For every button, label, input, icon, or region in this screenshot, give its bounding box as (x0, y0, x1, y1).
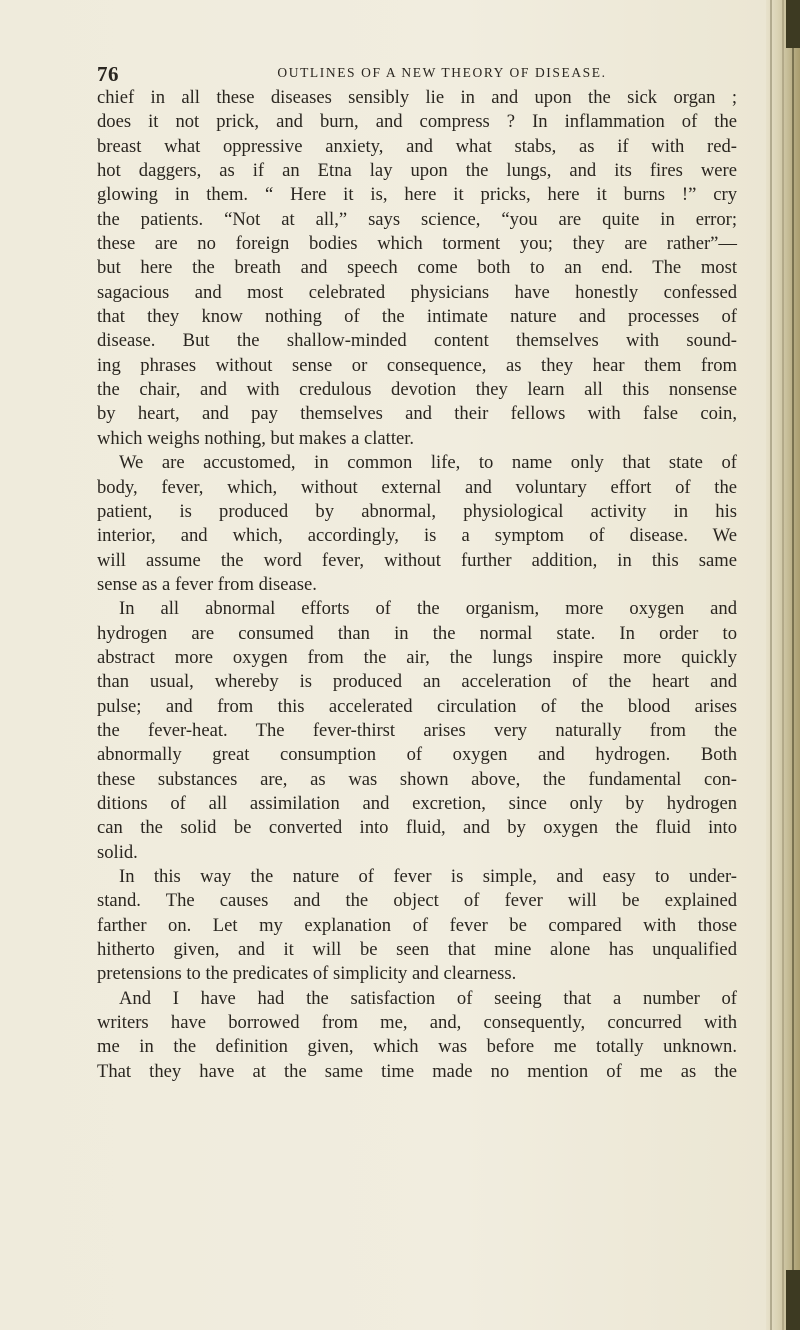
text-line: ditions of all assimilation and excretion, since only by hydrogen (97, 792, 737, 814)
text-line: In all abnormal efforts of the organism, more oxygen and (119, 598, 737, 620)
text-line: abnormally great consumption of oxygen and hydrogen. Both (97, 744, 737, 766)
page-edge-shadow-top (786, 0, 800, 48)
text-line: breast what oppressive anxiety, and what stabs, as if with red- (97, 135, 737, 157)
text-line: that they know nothing of the intimate nature and processes of (97, 306, 737, 328)
page-number: 76 (97, 62, 119, 86)
text-line: body, fever, which, without external and voluntary effort of the (97, 476, 737, 498)
text-line: but here the breath and speech come both to an end. The most (97, 257, 737, 279)
text-line: writers have borrowed from me, and, consequently, concurred with (97, 1012, 737, 1034)
text-line: patient, is produced by abnormal, physiological activity in his (97, 500, 737, 522)
text-line: disease. But the shallow-minded content themselves with sound- (97, 330, 737, 352)
text-line: will assume the word fever, without further addition, in this same (97, 549, 737, 571)
text-line: hydrogen are consumed than in the normal state. In order to (97, 622, 737, 644)
running-head: OUTLINES OF A NEW THEORY OF DISEASE. (277, 65, 607, 80)
text-line: pulse; and from this accelerated circulation of the blood arises (97, 695, 737, 717)
page-edge-line (792, 0, 794, 1330)
page-edge-line (782, 0, 784, 1330)
text-line: does it not prick, and burn, and compress ? In inflammation of the (97, 111, 737, 133)
text-line: the chair, and with credulous devotion they learn all this nonsense (97, 379, 737, 401)
text-line: glowing in them. “ Here it is, here it pricks, here it burns !” cry (97, 184, 737, 206)
text-line: stand. The causes and the object of fever will be explained (97, 890, 737, 912)
text-line: which weighs nothing, but makes a clatter. (97, 427, 415, 449)
text-line: And I have had the satisfaction of seeing that a number of (119, 987, 737, 1009)
text-line: That they have at the same time made no mention of me as the (97, 1060, 737, 1082)
text-line: sense as a fever from disease. (97, 573, 317, 595)
page-edge (766, 0, 800, 1330)
text-line: We are accustomed, in common life, to name only that state of (119, 452, 737, 474)
text-line: hot daggers, as if an Etna lay upon the lungs, and its fires were (97, 160, 737, 182)
text-line: interior, and which, accordingly, is a symptom of disease. We (97, 525, 737, 547)
page-edge-shadow-bottom (786, 1270, 800, 1330)
text-line: the patients. “Not at all,” says science, “you are quite in error; (97, 208, 737, 230)
text-line: these are no foreign bodies which torment you; they are rather”— (97, 233, 737, 255)
text-line: hitherto given, and it will be seen that mine alone has unqualified (97, 939, 737, 961)
text-line: abstract more oxygen from the air, the lungs inspire more quickly (97, 646, 737, 668)
text-line: In this way the nature of fever is simple, and easy to under- (119, 866, 737, 887)
text-line: than usual, whereby is produced an acceleration of the heart and (97, 671, 737, 693)
text-line: sagacious and most celebrated physicians have honestly confessed (97, 281, 737, 303)
page-edge-line (770, 0, 772, 1330)
body-text (97, 86, 737, 1084)
text-line: me in the definition given, which was before me totally unknown. (97, 1036, 737, 1058)
text-line: by heart, and pay themselves and their fellows with false coin, (97, 403, 737, 425)
text-line: solid. (97, 841, 138, 863)
text-line: pretensions to the predicates of simplicity and clearness. (97, 963, 517, 985)
text-line: farther on. Let my explanation of fever be compared with those (97, 914, 737, 936)
text-line: ing phrases without sense or consequence, as they hear them from (97, 354, 737, 376)
text-line: can the solid be converted into fluid, and by oxygen the fluid into (97, 817, 737, 839)
text-line: the fever-heat. The fever-thirst arises very naturally from the (97, 719, 737, 741)
text-line: these substances are, as was shown above, the fundamental con- (97, 768, 737, 790)
text-line: chief in all these diseases sensibly lie in and upon the sick organ ; (97, 87, 737, 108)
